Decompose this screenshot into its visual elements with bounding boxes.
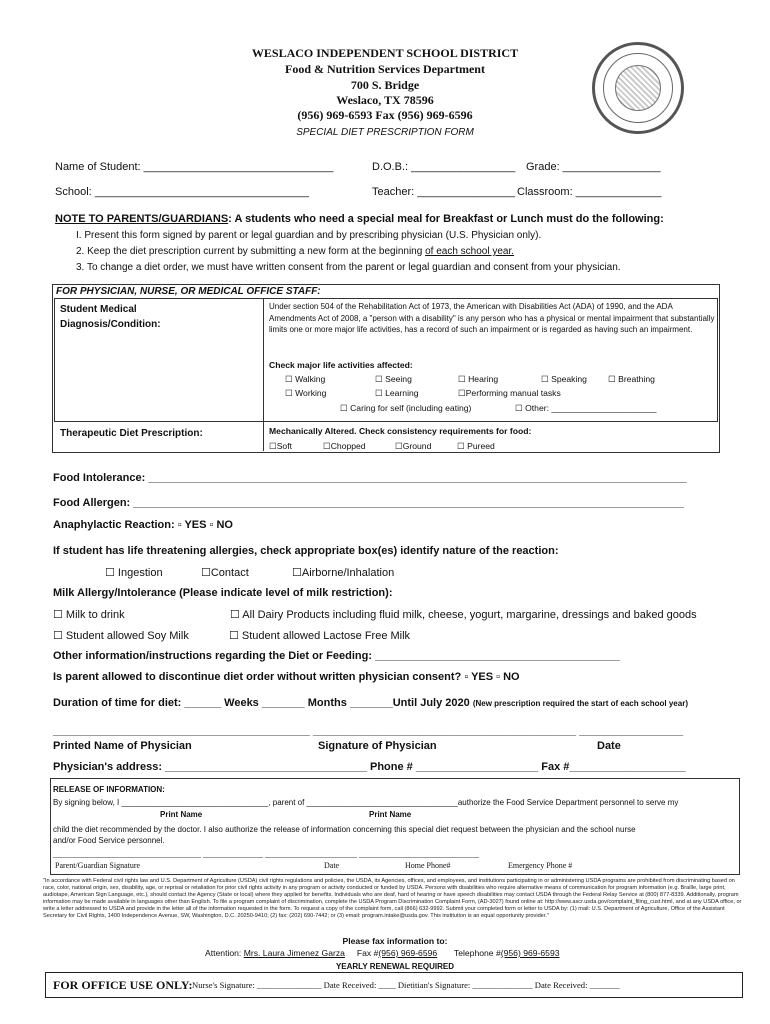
release-date-label: Date (324, 861, 340, 870)
district-seal (592, 42, 684, 134)
yearly-renewal: YEARLY RENEWAL REQUIRED (335, 962, 455, 971)
release-line-1[interactable]: By signing below, I _________________________________, parent of __________________________________authorize the Food Service Department personnel to serve my (53, 798, 679, 807)
phone-fax: (956) 969-6593 Fax (956) 969-6596 (297, 108, 473, 122)
release-line-2: child the diet recommended by the doctor. I also authorize the release of information concerning this special diet request between the physician and the school nurse (53, 825, 636, 834)
release-line-3: and/or Food Service personnel. (53, 836, 165, 845)
lactose-free-allowed[interactable]: ☐ Student allowed Lactose Free Milk (229, 630, 411, 642)
food-intolerance-field[interactable]: Food Intolerance: ________________________________________________________________________________________ (53, 472, 687, 484)
teacher-field[interactable]: Teacher: ________________ (372, 186, 516, 198)
emergency-phone-label: Emergency Phone # (508, 861, 573, 870)
activity-speaking[interactable]: ☐ Speaking (541, 374, 587, 384)
all-dairy-products[interactable]: ☐ All Dairy Products including fluid milk, cheese, yogurt, margarine, dressings and baked goods (230, 609, 697, 621)
dob-field[interactable]: D.O.B.: _________________ (372, 161, 516, 173)
threatening-allergies-heading: If student has life threatening allergies, check appropriate box(es) identify nature of the reaction: (53, 545, 559, 557)
activity-seeing[interactable]: ☐ Seeing (375, 374, 412, 384)
note-item-2: 2. Keep the diet prescription current by submitting a new form at the beginning of each school year. (76, 246, 515, 257)
fax-attention: Attention: Mrs. Laura Jimenez Garza Fax #(956) 969-6596 Telephone #(956) 969-6593 (205, 948, 560, 958)
usda-nondiscrimination-statement: "In accordance with Federal civil rights law and U.S. Department of Agriculture (USDA) civil rights regulations and policies, the USDA, its Agencies, offices, and employees, and institutions participating in or administering USDA programs are prohibited from discriminating based on race, color, national origin, sex, disability, age, or reprisal or retaliation for prior civil rights activity in any program or activity conducted or funded by USDA. Persons with disabilities who require alternative means of communication for program information (e.g. Braille, large print, audiotape, American Sign Language, etc.), should contact the Agency (State or local) where they applied for benefits. Individuals who are deaf, hard of hearing or have speech disabilities may contact USDA through the Federal Relay Service at (800) 877-8339. Additionally, program information may be made available in languages other than English. To file a program complaint of discrimination, complete the USDA Program Discrimination Complaint Form, (AD-3027) found online at: http://www.ascr.usda.gov/complaint_filing_cust.html, and at any USDA office, or write a letter addressed to USDA and provide in the letter all of the information requested in the form. To request a copy of the complaint form, call (866) 632-9992. Submit your completed form or letter to USDA by: (1) mail: U.S. Department of Agriculture, Office of the Assistant Secretary for Civil Rights, 1400 Independence Avenue, SW, Washington, D.C. 20250-9410; (2) fax: (202) 690-7442; or (3) email: program.intake@usda.gov. This institution is an equal opportunity provider." (43, 878, 742, 919)
other-info-field[interactable]: Other information/instructions regarding the Diet or Feeding: ________________________________________ (53, 650, 620, 662)
note-item-3: 3. To change a diet order, we must have written consent from the parent or legal guardian and consent from your physician. (76, 262, 621, 273)
diagnosis-label-2: Diagnosis/Condition: (60, 319, 161, 330)
release-signature-lines[interactable]: _____________________________________ _______________ _______________________ ______________________________ (53, 850, 479, 859)
activity-other[interactable]: ☐ Other: ______________________ (515, 403, 657, 413)
ada-text: Under section 504 of the Rehabilitation Act of 1973, the American with Disabilities Act (ADA) of 1990, and the ADA Amendments Act of 2008, a "person with a disability" is any person who has a physical or mental impairment that substantially limits one or more major life activities, has a record of such an impairment or is regarded as having such an impairment. (269, 302, 715, 334)
grade-field[interactable]: Grade: ________________ (526, 161, 661, 173)
activity-learning[interactable]: ☐ Learning (375, 388, 419, 398)
print-name-label-1: Print Name (160, 810, 203, 819)
food-allergen-field[interactable]: Food Allergen: __________________________________________________________________________________________ (53, 497, 684, 509)
activity-walking[interactable]: ☐ Walking (285, 374, 326, 384)
printed-name-label: Printed Name of Physician (53, 740, 192, 752)
note-heading: NOTE TO PARENTS/GUARDIANS: A students who need a special meal for Breakfast or Lunch must do the following: (55, 213, 664, 225)
discontinue-question[interactable]: Is parent allowed to discontinue diet order without written physician consent? ▫ YES ▫ NO (53, 671, 520, 683)
mechanically-altered-heading: Mechanically Altered. Check consistency requirements for food: (269, 426, 532, 436)
consistency-soft[interactable]: ☐Soft (269, 441, 292, 451)
consistency-pureed[interactable]: ☐ Pureed (457, 441, 495, 451)
office-use-fields[interactable]: Nurse's Signature: _______________ Date Received: ____ Dietitian's Signature: ______________ Date Received: _______ (192, 980, 620, 990)
physician-address-field[interactable]: Physician's address: _________________________________ Phone # ____________________ Fax #___________________ (53, 761, 686, 773)
reaction-airborne[interactable]: ☐Airborne/Inhalation (292, 567, 395, 579)
date-label: Date (597, 740, 621, 752)
check-activities-heading: Check major life activities affected: (269, 360, 413, 370)
soy-milk-allowed[interactable]: ☐ Student allowed Soy Milk (53, 630, 189, 642)
diagnosis-label-1: Student Medical (60, 304, 137, 315)
street-address: 700 S. Bridge (350, 78, 420, 92)
milk-allergy-heading: Milk Allergy/Intolerance (Please indicate level of milk restriction): (53, 587, 393, 599)
activity-working[interactable]: ☐ Working (285, 388, 327, 398)
home-phone-label: Home Phone# (405, 861, 451, 870)
consistency-chopped[interactable]: ☐Chopped (323, 441, 366, 451)
therapeutic-label: Therapeutic Diet Prescription: (60, 428, 203, 439)
activity-caring[interactable]: ☐ Caring for self (including eating) (340, 403, 472, 413)
student-name-field[interactable]: Name of Student: _______________________________ (55, 161, 334, 173)
consistency-ground[interactable]: ☐Ground (395, 441, 432, 451)
signature-label: Signature of Physician (318, 740, 437, 752)
form-title: SPECIAL DIET PRESCRIPTION FORM (296, 127, 474, 138)
print-name-label-2: Print Name (369, 810, 412, 819)
milk-to-drink[interactable]: ☐ Milk to drink (53, 609, 125, 621)
staff-heading: FOR PHYSICIAN, NURSE, OR MEDICAL OFFICE STAFF: (56, 286, 321, 297)
reaction-ingestion[interactable]: ☐ Ingestion (105, 567, 163, 579)
office-use-label: FOR OFFICE USE ONLY: (53, 978, 193, 992)
fax-heading: Please fax information to: (342, 936, 448, 946)
anaphylactic-reaction[interactable]: Anaphylactic Reaction: ▫ YES ▫ NO (53, 519, 233, 531)
activity-manual-tasks[interactable]: ☐Performing manual tasks (458, 388, 561, 398)
activity-breathing[interactable]: ☐ Breathing (608, 374, 655, 384)
physician-signature-lines[interactable]: __________________________________________ ___________________________________________ _________________ (53, 725, 684, 737)
district-name: WESLACO INDEPENDENT SCHOOL DISTRICT (251, 46, 519, 60)
duration-field[interactable]: Duration of time for diet: ______ Weeks _______ Months _______Until July 2020 (New prescription required the start of each school year) (53, 697, 688, 709)
classroom-field[interactable]: Classroom: ______________ (517, 186, 662, 198)
parent-signature-label: Parent/Guardian Signature (55, 861, 141, 870)
department-name: Food & Nutrition Services Department (285, 62, 485, 76)
school-field[interactable]: School: ___________________________________ (55, 186, 309, 198)
release-heading: RELEASE OF INFORMATION: (53, 785, 165, 794)
reaction-contact[interactable]: ☐Contact (201, 567, 249, 579)
note-item-1: I. Present this form signed by parent or legal guardian and by prescribing physician (U.S. Physician only). (76, 230, 542, 241)
activity-hearing[interactable]: ☐ Hearing (458, 374, 499, 384)
city-address: Weslaco, TX 78596 (336, 93, 434, 107)
